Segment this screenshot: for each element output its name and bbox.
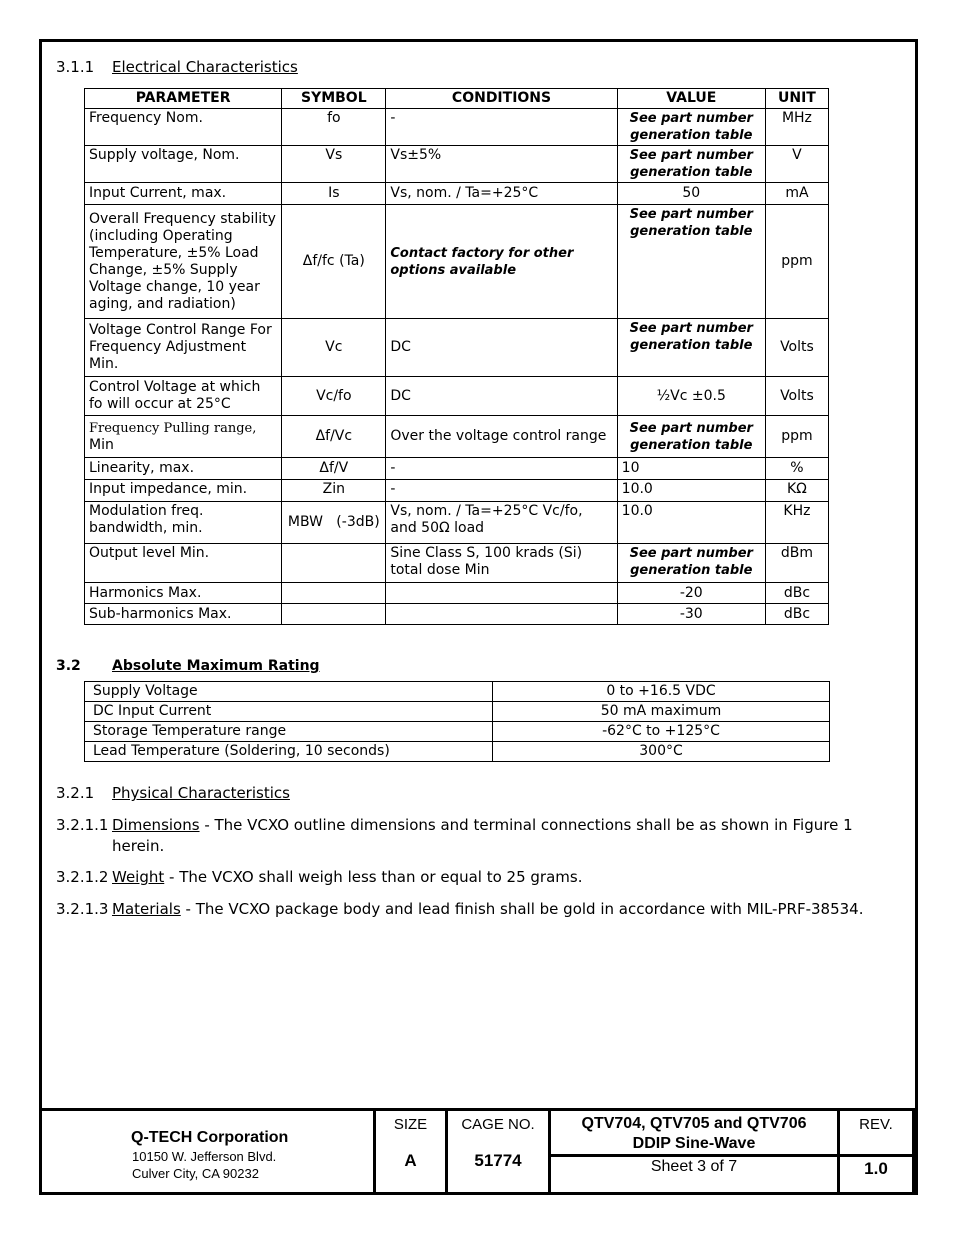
table-row bbox=[85, 583, 829, 604]
parameter-cell: Voltage Control Range For Frequency Adjustment Min. bbox=[85, 319, 282, 377]
unit-cell: Volts bbox=[765, 377, 828, 416]
rating-value: 50 mA maximum bbox=[493, 702, 830, 722]
table-header-row bbox=[85, 89, 829, 109]
symbol-cell: Δf/fc (Ta) bbox=[282, 205, 386, 319]
conditions-cell: - bbox=[386, 458, 617, 480]
conditions-cell: Contact factory for other options available bbox=[386, 205, 617, 319]
unit-cell: % bbox=[765, 458, 828, 480]
column-header: VALUE bbox=[617, 89, 765, 109]
table-row bbox=[85, 416, 829, 458]
symbol-cell bbox=[282, 583, 386, 604]
revision-cell bbox=[840, 1111, 912, 1192]
sheet-number: Sheet 3 of 7 bbox=[650, 1158, 738, 1175]
value-cell: ½Vc ±0.5 bbox=[617, 377, 765, 416]
unit-cell: V bbox=[765, 146, 828, 183]
symbol-cell: fo bbox=[282, 109, 386, 146]
unit-cell: Volts bbox=[765, 319, 828, 377]
column-header: CONDITIONS bbox=[386, 89, 617, 109]
parameter-cell: Output level Min. bbox=[85, 544, 282, 583]
document-title-line1: QTV704, QTV705 and QTV706 bbox=[581, 1115, 807, 1132]
table-row bbox=[85, 109, 829, 146]
value-cell: See part number generation table bbox=[617, 544, 765, 583]
parameter-cell: Sub-harmonics Max. bbox=[85, 604, 282, 625]
table-row bbox=[85, 742, 830, 762]
value-cell: -30 bbox=[617, 604, 765, 625]
section-3-2-1-heading bbox=[56, 784, 290, 802]
symbol-cell: MBW (-3dB) bbox=[282, 502, 386, 544]
rating-label: Lead Temperature (Soldering, 10 seconds) bbox=[85, 742, 493, 762]
symbol-cell: Vc bbox=[282, 319, 386, 377]
unit-cell: dBc bbox=[765, 583, 828, 604]
divider bbox=[551, 1154, 837, 1157]
symbol-cell: Vs bbox=[282, 146, 386, 183]
revision-value: 1.0 bbox=[864, 1159, 888, 1178]
size-value: A bbox=[404, 1151, 417, 1170]
paragraph-materials bbox=[56, 899, 886, 920]
unit-cell: ppm bbox=[765, 416, 828, 458]
paragraph-dimensions bbox=[56, 815, 886, 857]
table-row bbox=[85, 183, 829, 205]
paragraph-term: Materials bbox=[112, 900, 181, 918]
paragraph-text: - The VCXO shall weigh less than or equal to 25 grams. bbox=[164, 868, 583, 886]
symbol-cell: Δf/V bbox=[282, 458, 386, 480]
cage-label: CAGE NO. bbox=[461, 1116, 535, 1133]
cage-cell bbox=[448, 1111, 551, 1192]
value-cell: 10.0 bbox=[617, 502, 765, 544]
symbol-cell bbox=[282, 544, 386, 583]
rating-label: Supply Voltage bbox=[85, 682, 493, 702]
unit-cell: dBc bbox=[765, 604, 828, 625]
section-number: 3.2 bbox=[56, 658, 81, 674]
paragraph-number: 3.2.1.3 bbox=[56, 900, 109, 918]
paragraph-term: Dimensions bbox=[112, 816, 200, 834]
conditions-cell bbox=[386, 604, 617, 625]
parameter-cell: Frequency Nom. bbox=[85, 109, 282, 146]
column-header: PARAMETER bbox=[85, 89, 282, 109]
rating-value: -62°C to +125°C bbox=[493, 722, 830, 742]
rating-value: 300°C bbox=[493, 742, 830, 762]
company-address-line2: Culver City, CA 90232 bbox=[132, 1166, 259, 1181]
table-row bbox=[85, 205, 829, 319]
symbol-cell: Is bbox=[282, 183, 386, 205]
symbol-cell: Vc/fo bbox=[282, 377, 386, 416]
table-row bbox=[85, 319, 829, 377]
paragraph-number: 3.2.1.1 bbox=[56, 816, 109, 834]
revision-label: REV. bbox=[859, 1116, 893, 1133]
value-cell: 10.0 bbox=[617, 480, 765, 502]
value-cell: 50 bbox=[617, 183, 765, 205]
conditions-cell: Vs, nom. / Ta=+25°C bbox=[386, 183, 617, 205]
paragraph-term: Weight bbox=[112, 868, 165, 886]
parameter-cell: Supply voltage, Nom. bbox=[85, 146, 282, 183]
unit-cell: KHz bbox=[765, 502, 828, 544]
table-row bbox=[85, 502, 829, 544]
section-3-1-1-heading bbox=[56, 58, 298, 76]
electrical-characteristics-table bbox=[84, 88, 829, 625]
unit-cell: ppm bbox=[765, 205, 828, 319]
value-cell: See part number generation table bbox=[617, 146, 765, 183]
conditions-cell: Vs, nom. / Ta=+25°C Vc/fo, and 50Ω load bbox=[386, 502, 617, 544]
column-header: SYMBOL bbox=[282, 89, 386, 109]
parameter-text: Frequency Pulling range, bbox=[89, 420, 257, 436]
table-row bbox=[85, 544, 829, 583]
rating-value: 0 to +16.5 VDC bbox=[493, 682, 830, 702]
parameter-cell: Input impedance, min. bbox=[85, 480, 282, 502]
conditions-cell: - bbox=[386, 109, 617, 146]
conditions-cell: Vs±5% bbox=[386, 146, 617, 183]
parameter-cell: Overall Frequency stability (including Operating Temperature, ±5% Load Change, ±5% Supply Voltage change, 10 year aging, and radiation) bbox=[85, 205, 282, 319]
section-title: Absolute Maximum Rating bbox=[112, 658, 320, 674]
section-title: Electrical Characteristics bbox=[112, 58, 298, 76]
conditions-cell bbox=[386, 583, 617, 604]
parameter-cell: Linearity, max. bbox=[85, 458, 282, 480]
conditions-cell: DC bbox=[386, 319, 617, 377]
size-cell bbox=[376, 1111, 448, 1192]
table-row bbox=[85, 604, 829, 625]
parameter-cell: Control Voltage at which fo will occur at 25°C bbox=[85, 377, 282, 416]
divider bbox=[840, 1154, 912, 1157]
paragraph-weight bbox=[56, 867, 886, 888]
section-title: Physical Characteristics bbox=[112, 784, 290, 802]
table-row bbox=[85, 682, 830, 702]
symbol-cell: Δf/Vc bbox=[282, 416, 386, 458]
unit-cell: dBm bbox=[765, 544, 828, 583]
parameter-cell: Harmonics Max. bbox=[85, 583, 282, 604]
value-cell: See part number generation table bbox=[617, 416, 765, 458]
size-label: SIZE bbox=[393, 1116, 428, 1133]
parameter-cell: Input Current, max. bbox=[85, 183, 282, 205]
conditions-cell: Sine Class S, 100 krads (Si) total dose Min bbox=[386, 544, 617, 583]
symbol-cell: Zin bbox=[282, 480, 386, 502]
unit-cell: KΩ bbox=[765, 480, 828, 502]
table-row bbox=[85, 458, 829, 480]
table-row bbox=[85, 146, 829, 183]
section-3-2-heading bbox=[56, 658, 320, 674]
value-cell: See part number generation table bbox=[617, 205, 765, 319]
value-cell: See part number generation table bbox=[617, 109, 765, 146]
parameter-text: Min bbox=[89, 436, 114, 453]
conditions-cell: Over the voltage control range bbox=[386, 416, 617, 458]
column-header: UNIT bbox=[765, 89, 828, 109]
title-block bbox=[39, 1108, 915, 1195]
conditions-cell: - bbox=[386, 480, 617, 502]
symbol-cell bbox=[282, 604, 386, 625]
conditions-cell: DC bbox=[386, 377, 617, 416]
table-row bbox=[85, 480, 829, 502]
paragraph-text: - The VCXO package body and lead finish shall be gold in accordance with MIL-PRF-38534. bbox=[180, 900, 864, 918]
company-address-line1: 10150 W. Jefferson Blvd. bbox=[132, 1149, 277, 1164]
unit-cell: mA bbox=[765, 183, 828, 205]
table-row bbox=[85, 722, 830, 742]
document-title-cell bbox=[551, 1111, 840, 1192]
paragraph-number: 3.2.1.2 bbox=[56, 868, 109, 886]
table-row bbox=[85, 702, 830, 722]
rating-label: DC Input Current bbox=[85, 702, 493, 722]
company-cell bbox=[42, 1111, 376, 1192]
section-number: 3.2.1 bbox=[56, 784, 95, 802]
value-cell: 10 bbox=[617, 458, 765, 480]
document-title-line2: DDIP Sine-Wave bbox=[632, 1135, 756, 1152]
value-cell: See part number generation table bbox=[617, 319, 765, 377]
section-number: 3.1.1 bbox=[56, 58, 95, 76]
table-row bbox=[85, 377, 829, 416]
rating-label: Storage Temperature range bbox=[85, 722, 493, 742]
paragraph-text: - The VCXO outline dimensions and terminal connections shall be as shown in Figure 1 herein. bbox=[112, 816, 853, 855]
company-name: Q-TECH Corporation bbox=[131, 1129, 289, 1146]
cage-value: 51774 bbox=[474, 1151, 522, 1170]
absolute-maximum-rating-table bbox=[84, 681, 830, 762]
parameter-cell: Modulation freq. bandwidth, min. bbox=[85, 502, 282, 544]
value-cell: -20 bbox=[617, 583, 765, 604]
unit-cell: MHz bbox=[765, 109, 828, 146]
parameter-cell bbox=[85, 416, 282, 458]
